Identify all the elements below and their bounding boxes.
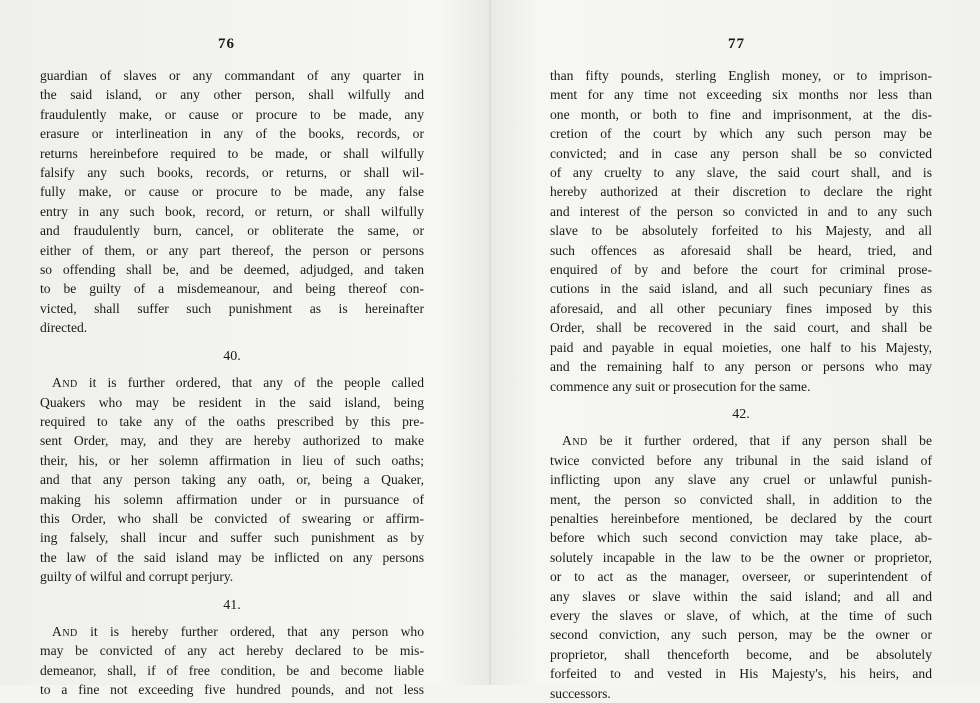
text-line: victed, shall suffer such punishment as is hereinafter	[40, 300, 424, 316]
right-page	[490, 0, 980, 701]
text-line: Quakers who may be resident in the said island, being	[40, 394, 424, 410]
lead-word: And	[52, 623, 78, 639]
text-line: successors.	[550, 685, 611, 701]
text-line: required to take any of the oaths prescribed by this pre-	[40, 413, 424, 429]
first-line-text: be it further ordered, that if any person shall be	[587, 433, 932, 449]
text-line: Order, shall be recovered in the said court, and shall be	[550, 320, 932, 336]
text-line: erasure or interlineation in any of the books, records, or	[40, 126, 424, 142]
right-page-number: 77	[728, 36, 745, 52]
left-page-number: 76	[218, 36, 235, 52]
text-line: than fifty pounds, sterling English money, or to imprison-	[550, 68, 932, 83]
text-line: ing falsely, shall incur and suffer such punishment as by	[40, 530, 424, 546]
text-line: and interest of the person so convicted in and to any such	[550, 203, 932, 219]
text-line: forfeited to and vested in His Majesty's, his heirs, and	[550, 666, 932, 682]
text-line: penalties hereinbefore mentioned, be declared by the court	[550, 510, 932, 526]
left-page	[0, 0, 490, 698]
text-line: this Order, who shall be convicted of swearing or affirm-	[40, 510, 424, 526]
text-line: returns hereinbefore required to be made, or shall wilfully	[40, 145, 424, 161]
text-line: cretion of the court by which any such person may be	[550, 126, 932, 142]
section-heading-41: 41.	[223, 597, 241, 613]
text-line: paid and payable in equal moieties, one half to his Majesty,	[550, 339, 932, 355]
text-line: falsify any such books, records, or returns, or shall wil-	[40, 165, 424, 181]
text-line: enquired of by and before the court for criminal prose-	[550, 262, 932, 278]
text-line: the law of the said island may be inflicted on any persons	[40, 549, 424, 565]
section-heading-42: 42.	[732, 406, 750, 422]
text-line: fully make, or cause or procure to be made, any false	[40, 184, 424, 200]
first-line-text: it is hereby further ordered, that any person who	[77, 623, 424, 639]
text-line: guardian of slaves or any commandant of any quarter in	[40, 68, 424, 83]
text-line: the said island, or any other person, shall wilfully and	[40, 87, 424, 103]
text-line: demeanor, shall, if of free condition, be and become liable	[40, 662, 424, 678]
text-line: inflicting upon any slave any cruel or unlawful punish-	[550, 472, 932, 488]
lead-word: And	[52, 375, 78, 391]
text-line: convicted; and in case any person shall be so convicted	[550, 145, 932, 161]
text-line: commence any suit or prosecution for the same.	[550, 378, 811, 394]
text-line: of any cruelty to any slave, the said court shall, and is	[550, 165, 932, 181]
text-line: proprietor, shall thenceforth become, and be absolutely	[550, 646, 932, 662]
text-line: or to act as the manager, overseer, or superintendent of	[550, 569, 932, 585]
text-line: second conviction, any such person, may be the owner or	[550, 627, 932, 643]
text-line: and the remaining half to any person or persons who may	[550, 359, 932, 375]
section-40-paragraph	[40, 373, 424, 586]
text-line	[550, 431, 932, 450]
text-line: guilty of wilful and corrupt perjury.	[40, 569, 234, 585]
text-line: and that any person taking any oath, or, being a Quaker,	[40, 472, 424, 488]
text-line: slave to be absolutely forfeited to his Majesty, and all	[550, 223, 932, 239]
right-page-text	[550, 66, 932, 703]
text-line: such offences as aforesaid shall be heard, tried, and	[550, 242, 932, 258]
text-line: sent Order, may, and they are hereby authorized to make	[40, 433, 424, 449]
text-line: either of them, or any part thereof, the person or persons	[40, 242, 424, 258]
text-line: their, his, or her solemn affirmation in lieu of such oaths;	[40, 452, 424, 468]
section-42-paragraph	[550, 431, 932, 703]
text-line	[40, 622, 424, 641]
text-line: solutely incapable in the law to be the owner or proprietor,	[550, 549, 932, 565]
continued-paragraph	[550, 66, 932, 396]
left-page-text	[40, 66, 424, 700]
text-line: any slaves or slave within the said island; and all and	[550, 588, 932, 604]
text-line: one month, or both to fine and imprisonment, at the dis-	[550, 106, 932, 122]
text-line: ment for any time not exceeding six months nor less than	[550, 87, 932, 103]
text-line: to a fine not exceeding five hundred pounds, and not less	[40, 682, 424, 698]
text-line: every the slaves or slave, of which, at the time of such	[550, 607, 932, 623]
text-line: so offending shall be, and be deemed, adjudged, and taken	[40, 262, 424, 278]
text-line: twice convicted before any tribunal in the said island of	[550, 452, 932, 468]
text-line: directed.	[40, 320, 88, 336]
section-41-paragraph	[40, 622, 424, 700]
lead-word: And	[562, 433, 588, 449]
text-line: may be convicted of any act hereby declared to be mis-	[40, 643, 424, 659]
section-heading-40: 40.	[223, 348, 241, 364]
first-line-text: it is further ordered, that any of the people called	[77, 375, 424, 391]
text-line: hereby authorized at their discretion to declare the right	[550, 184, 932, 200]
text-line: cutions in the said island, and all such pecuniary fines as	[550, 281, 932, 297]
text-line: to be guilty of a misdemeanour, and being thereof con-	[40, 281, 424, 297]
text-line: aforesaid, and all other pecuniary fines imposed by this	[550, 300, 932, 316]
text-line: and fraudulently burn, cancel, or obliterate the same, or	[40, 223, 424, 239]
text-line: entry in any such book, record, or return, or shall wilfully	[40, 203, 424, 219]
text-line: ment, the person so convicted shall, in addition to the	[550, 491, 932, 507]
text-line: fraudulently make, or cause or procure to be made, any	[40, 106, 424, 122]
continued-paragraph	[40, 66, 424, 338]
text-line: making his solemn affirmation under or in pursuance of	[40, 491, 424, 507]
text-line	[40, 373, 424, 392]
text-line: before which such second conviction may take place, ab-	[550, 530, 932, 546]
